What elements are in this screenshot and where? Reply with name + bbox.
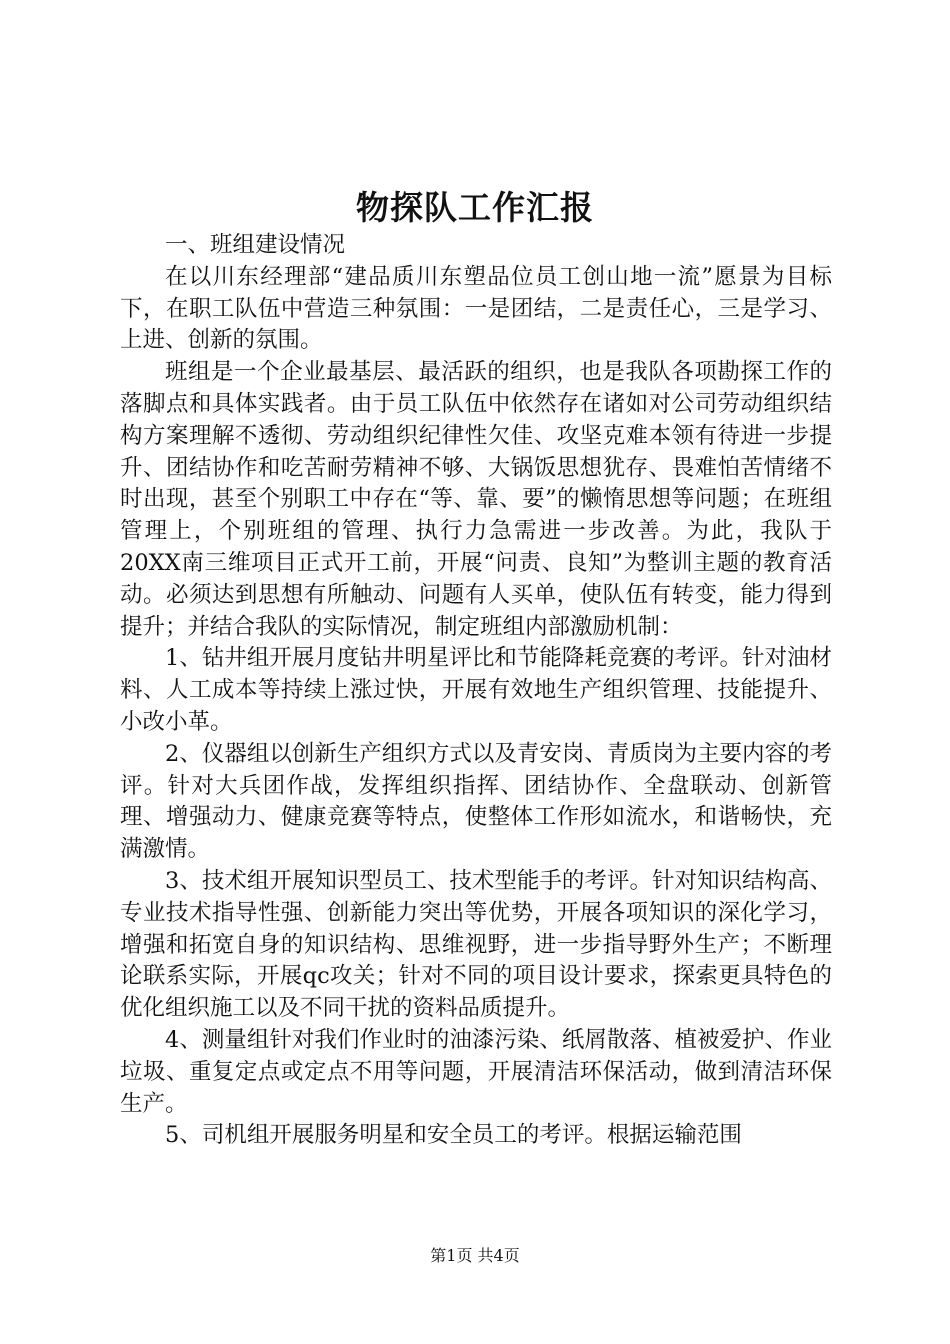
paragraph: 班组是一个企业最基层、最活跃的组织，也是我队各项勘探工作的落脚点和具体实践者。由于员工队伍中依然存在诸如对公司劳动组织结构方案理解不透彻、劳动组织纪律性欠佳、攻坚克难本领有待进一步提升、团结协作和吃苦耐劳精神不够、大锅饭思想犹存、畏难怕苦情绪不时出现，甚至个别职工中存在“等、靠、要”的懒惰思想等问题；在班组管理上，个别班组的管理、执行力急需进一步改善。为此，我队于20XX南三维项目正式开工前，开展“问责、良知”为整训主题的教育活动。必须达到思想有所触动、问题有人买单，使队伍有转变，能力得到提升；并结合我队的实际情况，制定班组内部激励机制： <box>120 359 832 640</box>
paragraph: 2、仪器组以创新生产组织方式以及青安岗、青质岗为主要内容的考评。针对大兵团作战，发挥组织指挥、团结协作、全盘联动、创新管理、增强动力、健康竞赛等特点，使整体工作形如流水，和谐畅快，充满激情。 <box>120 740 832 863</box>
paragraph: 4、测量组针对我们作业时的油漆污染、纸屑散落、植被爱护、作业垃圾、重复定点或定点不用等问题，开展清洁环保活动，做到清洁环保生产。 <box>120 1026 832 1117</box>
page-number-footer: 第1页 共4页 <box>430 1246 520 1265</box>
paragraph: 在以川东经理部“建品质川东塑品位员工创山地一流”愿景为目标下，在职工队伍中营造三种氛围：一是团结，二是责任心，三是学习、上进、创新的氛围。 <box>120 263 832 354</box>
section-heading: 一、班组建设情况 <box>165 232 346 258</box>
document-title: 物探队工作汇报 <box>356 188 594 227</box>
paragraph: 1、钻井组开展月度钻井明星评比和节能降耗竞赛的考评。针对油材料、人工成本等持续上涨过快，开展有效地生产组织管理、技能提升、小改小革。 <box>120 645 832 735</box>
paragraph: 5、司机组开展服务明星和安全员工的考评。根据运输范围 <box>165 1122 742 1149</box>
document-body <box>120 230 832 1152</box>
paragraph: 3、技术组开展知识型员工、技术型能手的考评。针对知识结构高、专业技术指导性强、创新能力突出等优势，开展各项知识的深化学习，增强和拓宽自身的知识结构、思维视野，进一步指导野外生产；不断理论联系实际，开展qc攻关；针对不同的项目设计要求，探索更具特色的优化组织施工以及不同干扰的资料品质提升。 <box>120 867 832 1022</box>
